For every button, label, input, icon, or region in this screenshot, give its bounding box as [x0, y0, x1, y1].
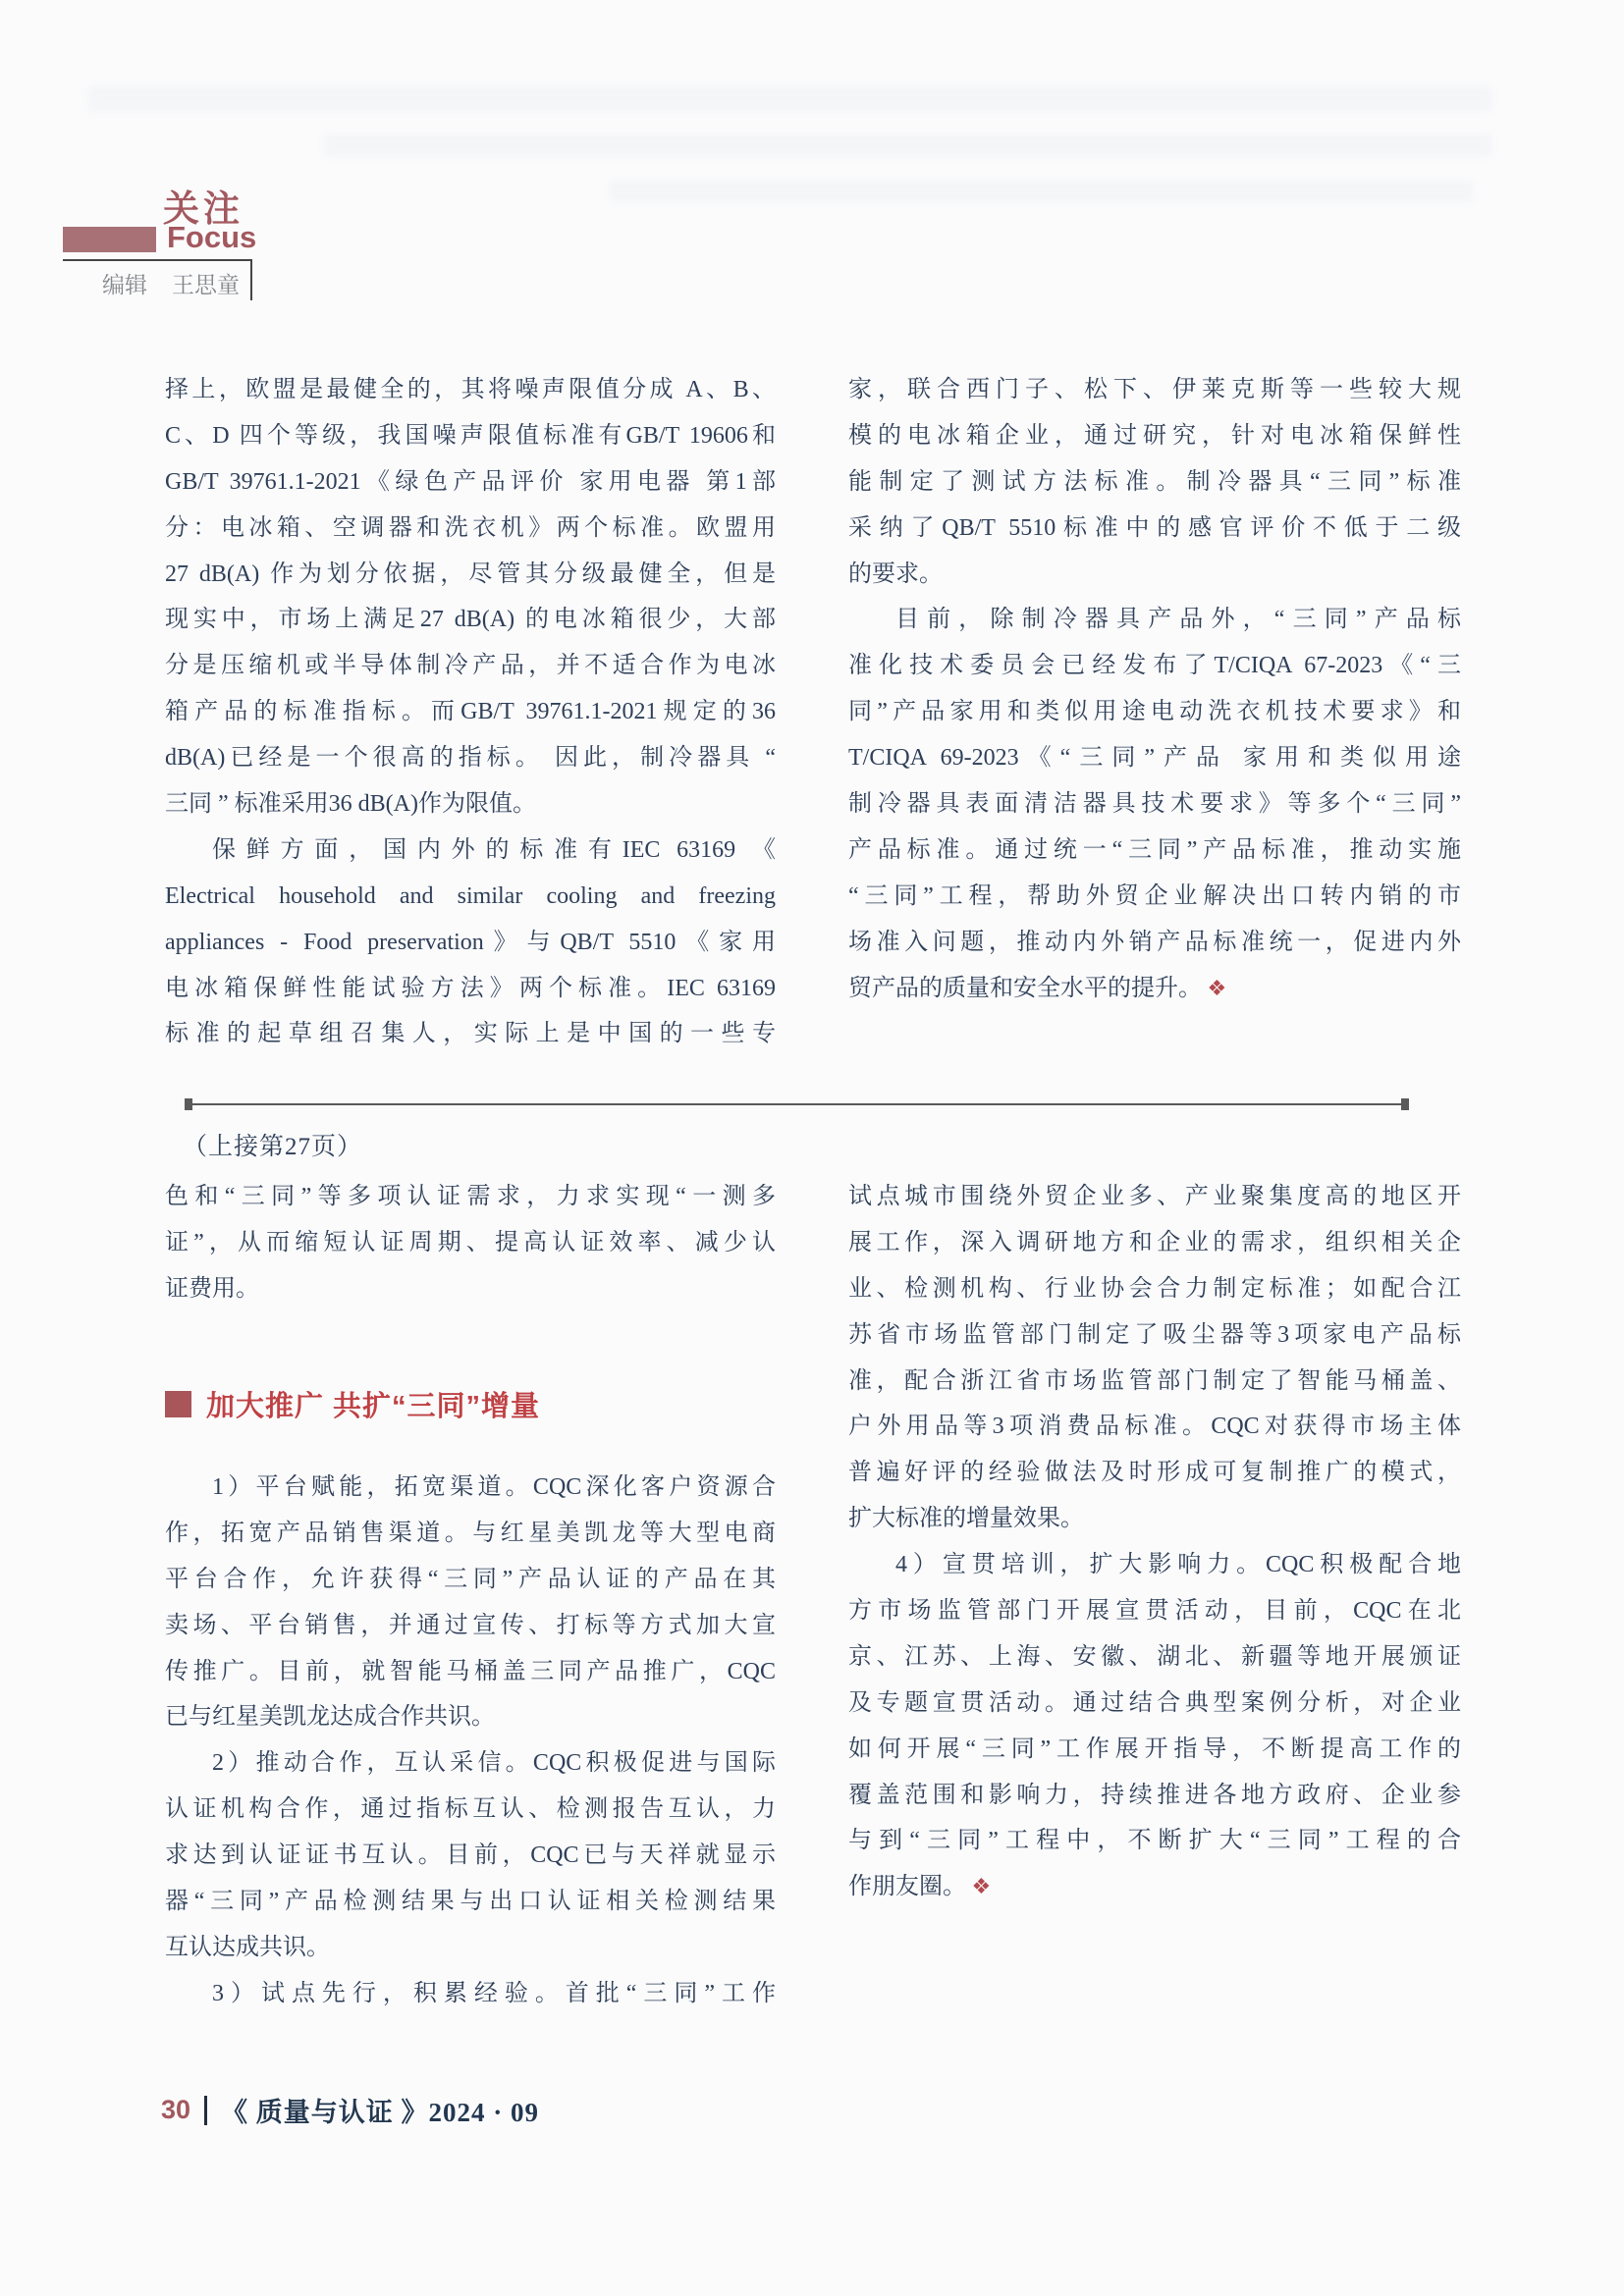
text-line: T/CIQA 69-2023《“三同”产品 家用和类似用途 — [848, 745, 1461, 772]
header-rule — [63, 259, 251, 261]
text-line: 制冷器具表面清洁器具技术要求》等多个“三同” — [848, 791, 1461, 818]
text-line: C、D 四个等级，我国噪声限值标准有GB/T 19606和 — [165, 422, 776, 449]
text-line: 京、江苏、上海、安徽、湖北、新疆等地开展颁证 — [848, 1643, 1461, 1670]
column-title-en: Focus — [167, 220, 257, 254]
text-line: 的要求。 — [848, 561, 943, 587]
text-line: 展工作，深入调研地方和企业的需求，组织相关企 — [848, 1229, 1461, 1255]
article-end-icon: ❖ — [966, 1874, 992, 1899]
text-line: 平台合作，允许获得“三同”产品认证的产品在其 — [165, 1566, 776, 1592]
text-line: 三同 ” 标准采用36 dB(A)作为限值。 — [165, 791, 536, 818]
footer-separator — [204, 2096, 207, 2125]
text-line: 器“三同”产品检测结果与出口认证相关检测结果 — [165, 1889, 776, 1915]
text-line: 及专题宣贯活动。通过结合典型案例分析，对企业 — [848, 1689, 1461, 1716]
text-line: 作朋友圈。 ❖ — [848, 1874, 992, 1900]
text-line: 场准入问题，推动内外销产品标准统一，促进内外 — [848, 929, 1461, 955]
editor-label: 编辑 — [102, 272, 147, 297]
text-line: 作，拓宽产品销售渠道。与红星美凯龙等大型电商 — [165, 1520, 776, 1546]
text-line: 2）推动合作，互认采信。CQC积极促进与国际 — [212, 1750, 776, 1777]
text-line: 分是压缩机或半导体制冷产品，并不适合作为电冰 — [165, 653, 776, 679]
text-line: dB(A)已经是一个很高的指标。 因此，制冷器具 “ — [165, 745, 776, 772]
text-line: 卖场、平台销售，并通过宣传、打标等方式加大宣 — [165, 1612, 776, 1638]
section-bullet-square-icon — [165, 1391, 191, 1417]
article-bottom-right-column — [848, 1174, 1461, 1910]
text-line: 认证机构合作，通过指标互认、检测报告互认，力 — [165, 1796, 776, 1823]
text-line: 目前，除制冷器具产品外，“三同”产品标 — [895, 607, 1461, 633]
text-line: 准，配合浙江省市场监管部门制定了智能马桶盖、 — [848, 1367, 1461, 1394]
text-line: 27 dB(A) 作为划分依据，尽管其分级最健全，但是 — [165, 561, 776, 587]
section-title: 加大推广 共扩“三同”增量 — [206, 1391, 541, 1422]
text-line: 箱产品的标准指标。而GB/T 39761.1-2021规定的36 — [165, 699, 776, 725]
text-line: 1）平台赋能，拓宽渠道。CQC深化客户资源合 — [212, 1474, 776, 1500]
text-line: 证费用。 — [165, 1275, 259, 1302]
text-line: 分：电冰箱、空调器和洗衣机》两个标准。欧盟用 — [165, 514, 776, 541]
text-line: “三同”工程，帮助外贸企业解决出口转内销的市 — [848, 882, 1461, 909]
text-line: 4）宣贯培训，扩大影响力。CQC积极配合地 — [895, 1552, 1461, 1578]
text-line: 色和“三同”等多项认证需求，力求实现“一测多 — [165, 1184, 776, 1209]
text-line: 覆盖范围和影响力，持续推进各地方政府、企业参 — [848, 1782, 1461, 1808]
text-line: 保鲜方面，国内外的标准有IEC 63169 《 — [212, 836, 776, 863]
text-line: 采纳了QB/T 5510标准中的感官评价不低于二级 — [848, 514, 1461, 541]
page-number: 30 — [161, 2095, 191, 2124]
text-line: 如何开展“三同”工作展开指导，不断提高工作的 — [848, 1735, 1461, 1762]
text-line: 方市场监管部门开展宣贯活动，目前，CQC在北 — [848, 1598, 1461, 1625]
text-line: 现实中，市场上满足27 dB(A) 的电冰箱很少，大部 — [165, 607, 776, 633]
scan-artifact — [88, 86, 1492, 112]
text-line: 已与红星美凯龙达成合作共识。 — [165, 1704, 495, 1731]
text-line: GB/T 39761.1-2021《绿色产品评价 家用电器 第1部 — [165, 468, 776, 495]
header-rule-vertical — [250, 259, 252, 300]
article-divider-rule — [187, 1103, 1407, 1105]
journal-title: 《 质量与认证 》 — [221, 2098, 429, 2127]
text-line: 扩大标准的增量效果。 — [848, 1506, 1084, 1532]
divider-right-cap — [1401, 1098, 1409, 1110]
article-end-icon: ❖ — [1202, 975, 1227, 1000]
editor-credit — [102, 267, 240, 299]
text-line: 互认达成共识。 — [165, 1934, 330, 1960]
text-line: 贸产品的质量和安全水平的提升。 ❖ — [848, 975, 1227, 1001]
journal-title-issue — [221, 2091, 539, 2129]
text-line: 试点城市围绕外贸企业多、产业聚集度高的地区开 — [848, 1184, 1461, 1209]
article-top-left-column — [165, 367, 776, 1057]
scan-artifact — [609, 181, 1473, 202]
focus-accent-bar — [63, 227, 156, 252]
text-line: 与到“三同”工程中，不断扩大“三同”工程的合 — [848, 1828, 1461, 1854]
divider-left-cap — [185, 1098, 192, 1110]
text-line: 证”，从而缩短认证周期、提高认证效率、减少认 — [165, 1229, 776, 1255]
text-line: 普遍好评的经验做法及时形成可复制推广的模式， — [848, 1460, 1461, 1486]
article-top-right-column — [848, 367, 1461, 1011]
text-line: 苏省市场监管部门制定了吸尘器等3项家电产品标 — [848, 1321, 1461, 1348]
text-line: 模的电冰箱企业，通过研究，针对电冰箱保鲜性 — [848, 422, 1461, 449]
section-header — [165, 1384, 540, 1424]
text-line: 传推广。目前，就智能马桶盖三同产品推广，CQC — [165, 1658, 776, 1684]
text-line: 择上，欧盟是最健全的，其将噪声限值分成 A、B、 — [165, 377, 776, 402]
journal-issue: 2024 · 09 — [428, 2098, 540, 2127]
continued-from-note: （上接第27页） — [183, 1134, 363, 1160]
text-line: 户外用品等3项消费品标准。CQC对获得市场主体 — [848, 1414, 1461, 1440]
page-footer — [161, 2091, 539, 2129]
text-line: 能制定了测试方法标准。制冷器具“三同”标准 — [848, 468, 1461, 495]
text-line: 标准的起草组召集人，实际上是中国的一些专 — [165, 1021, 776, 1047]
column-title-cn: 关注 — [163, 188, 244, 229]
article-bottom-left-column — [165, 1465, 776, 2017]
editor-name: 王思童 — [172, 272, 240, 297]
text-line: 3）试点先行，积累经验。首批“三同”工作 — [212, 1980, 776, 2006]
text-line: appliances - Food preservation》与QB/T 5510《家用 — [165, 929, 776, 955]
text-line: 家，联合西门子、松下、伊莱克斯等一些较大规 — [848, 377, 1461, 402]
text-line: 业、检测机构、行业协会合力制定标准；如配合江 — [848, 1275, 1461, 1302]
text-line: 产品标准。通过统一“三同”产品标准，推动实施 — [848, 836, 1461, 863]
text-line: Electrical household and similar cooling and freezing — [165, 882, 776, 909]
text-line: 求达到认证证书互认。目前，CQC已与天祥就显示 — [165, 1842, 776, 1869]
article-bottom-left-intro — [165, 1174, 776, 1312]
text-line: 电冰箱保鲜性能试验方法》两个标准。IEC 63169 — [165, 975, 776, 1001]
text-line: 准化技术委员会已经发布了T/CIQA 67-2023《“三 — [848, 653, 1461, 679]
scan-artifact — [324, 133, 1492, 157]
text-line: 同”产品家用和类似用途电动洗衣机技术要求》和 — [848, 699, 1461, 725]
